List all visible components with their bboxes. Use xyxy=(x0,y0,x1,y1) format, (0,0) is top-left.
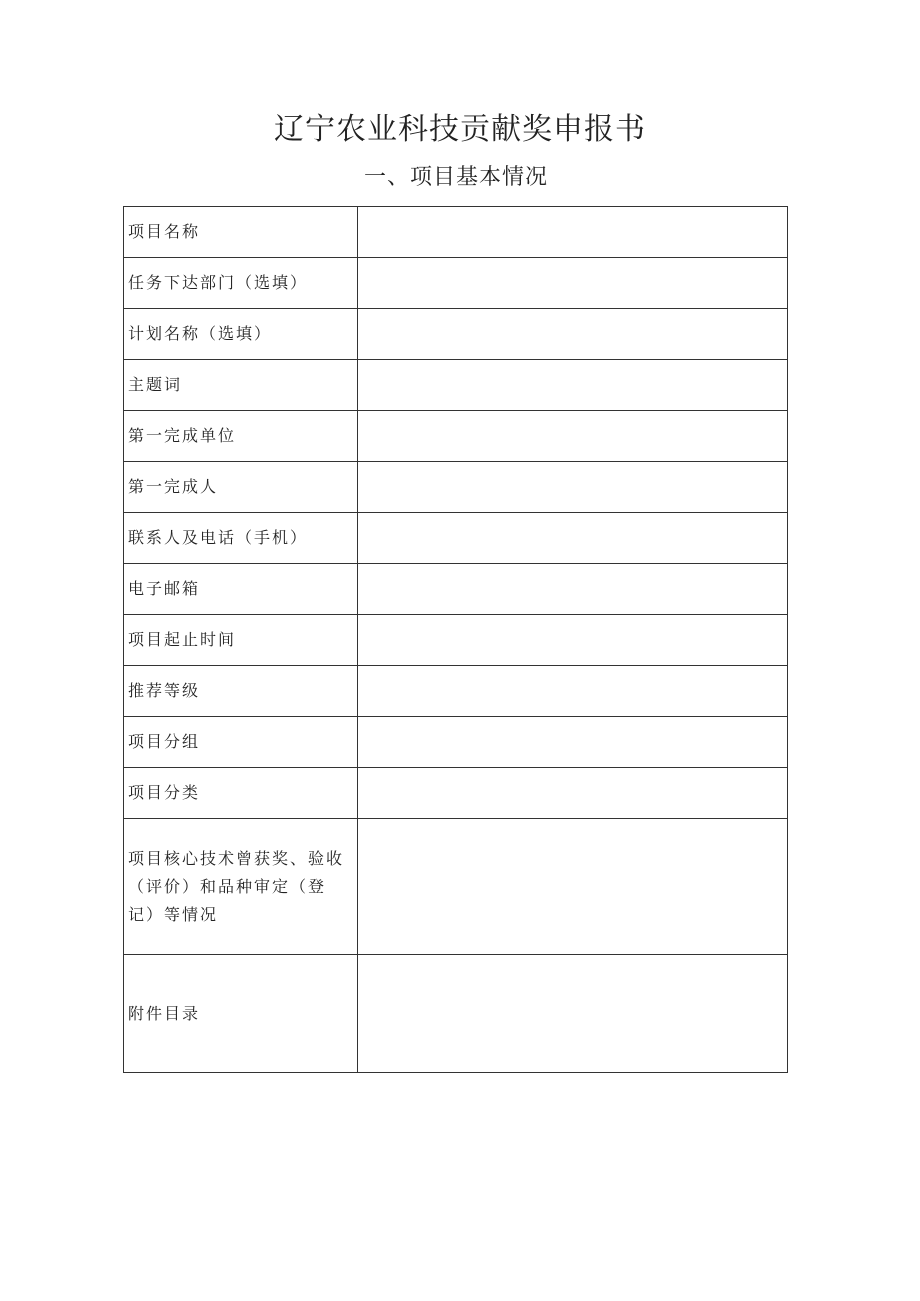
table-row xyxy=(124,955,788,1073)
section-title: 一、项目基本情况 xyxy=(363,165,548,190)
table-row xyxy=(124,411,788,462)
project-info-table xyxy=(123,206,788,1073)
plan-name-field[interactable] xyxy=(358,309,788,360)
recommend-level-field[interactable] xyxy=(358,666,788,717)
project-name-field[interactable] xyxy=(358,207,788,258)
email-field[interactable] xyxy=(358,564,788,615)
contact-phone-field[interactable] xyxy=(358,513,788,564)
task-department-field[interactable] xyxy=(358,258,788,309)
project-category-field[interactable] xyxy=(358,768,788,819)
row-label: 项目分组 xyxy=(124,717,358,768)
row-label: 推荐等级 xyxy=(124,666,358,717)
table-row xyxy=(124,309,788,360)
row-label: 项目名称 xyxy=(124,207,358,258)
document-title: 辽宁农业科技贡献奖申报书 xyxy=(274,112,646,147)
table-row xyxy=(124,666,788,717)
table-row xyxy=(124,717,788,768)
table-row xyxy=(124,564,788,615)
row-label: 第一完成单位 xyxy=(124,411,358,462)
row-label: 项目核心技术曾获奖、验收（评价）和品种审定（登记）等情况 xyxy=(124,819,358,955)
table-row xyxy=(124,819,788,955)
first-unit-field[interactable] xyxy=(358,411,788,462)
attachment-list-field[interactable] xyxy=(358,955,788,1073)
row-label: 任务下达部门（选填） xyxy=(124,258,358,309)
row-label: 第一完成人 xyxy=(124,462,358,513)
row-label: 项目起止时间 xyxy=(124,615,358,666)
row-label: 电子邮箱 xyxy=(124,564,358,615)
first-person-field[interactable] xyxy=(358,462,788,513)
row-label: 项目分类 xyxy=(124,768,358,819)
project-group-field[interactable] xyxy=(358,717,788,768)
table-row xyxy=(124,768,788,819)
table-row xyxy=(124,462,788,513)
row-label: 主题词 xyxy=(124,360,358,411)
row-label: 附件目录 xyxy=(124,955,358,1073)
project-period-field[interactable] xyxy=(358,615,788,666)
table-row xyxy=(124,360,788,411)
row-label: 计划名称（选填） xyxy=(124,309,358,360)
table-row xyxy=(124,258,788,309)
table-row xyxy=(124,513,788,564)
keywords-field[interactable] xyxy=(358,360,788,411)
table-row xyxy=(124,615,788,666)
table-row xyxy=(124,207,788,258)
row-label: 联系人及电话（手机） xyxy=(124,513,358,564)
awards-status-field[interactable] xyxy=(358,819,788,955)
